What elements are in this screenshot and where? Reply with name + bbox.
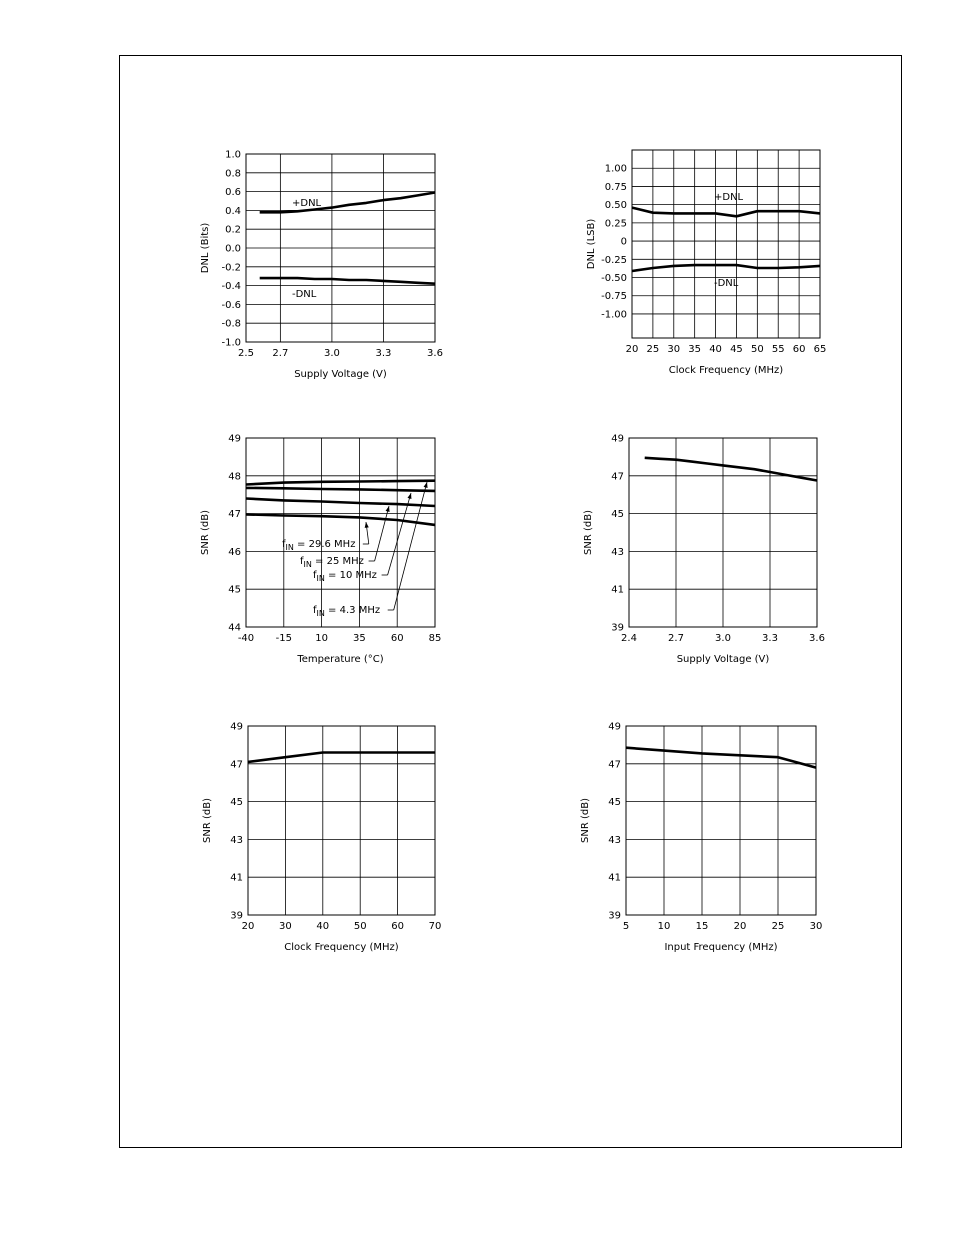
series-line [632,208,820,217]
y-tick-label: 0.25 [604,218,627,230]
x-tick-label: 40 [709,344,722,355]
x-tick-label: 65 [813,344,827,355]
plot-frame [248,726,435,915]
x-tick-label: 30 [667,344,681,355]
y-tick-label: -1.00 [601,309,627,321]
y-tick-label: 0.2 [225,224,241,236]
series-line [632,265,820,271]
snr-vs-supply-voltage-chart [575,430,835,675]
series-line [645,458,817,481]
dnl-vs-supply-voltage-chart [195,145,455,390]
x-tick-label: 40 [316,921,330,932]
y-tick-label: 45 [230,797,243,809]
series-annotation-label: $f_{IN} = 4.3$ MHz [313,605,381,618]
x-tick-label: 25 [646,344,660,355]
annotation-arrowhead [407,493,411,499]
y-tick-label: 0.50 [604,200,627,212]
x-tick-label: 10 [657,921,671,932]
x-tick-label: 25 [771,921,785,932]
y-tick-label: -0.2 [221,262,241,274]
y-tick-label: 0.8 [225,168,241,180]
x-tick-label: 30 [279,921,292,932]
y-tick-label: 0.75 [604,181,627,193]
series-line [246,481,435,485]
x-tick-label: 30 [809,921,823,932]
y-axis-label: SNR (dB) [200,510,211,555]
x-tick-label: 60 [792,344,806,355]
plot-frame [632,150,820,338]
x-tick-label: 2.4 [621,633,637,644]
x-tick-label: 45 [730,344,743,355]
series-line [248,753,435,762]
y-tick-label: 39 [608,910,621,922]
y-tick-label: 43 [608,834,621,846]
annotation-leader [375,506,389,561]
x-tick-label: 3.6 [427,348,443,359]
y-tick-label: 0.4 [225,205,241,217]
x-tick-label: 50 [353,921,367,932]
y-tick-label: 47 [611,471,624,483]
x-tick-label: 5 [622,921,630,932]
x-axis-label: Temperature (°C) [297,654,384,665]
series-label: +DNL [292,198,322,209]
annotation-leader [394,482,427,610]
y-tick-label: 45 [611,509,624,521]
x-axis-label: Clock Frequency (MHz) [284,942,399,953]
y-tick-label: 47 [608,759,621,771]
y-tick-label: -0.75 [601,291,627,303]
y-axis-label: SNR (dB) [202,798,213,843]
y-tick-label: -0.4 [221,281,241,293]
y-tick-label: 41 [611,584,624,596]
y-tick-label: 41 [230,872,243,884]
plot-frame [246,438,435,627]
y-axis-label: SNR (dB) [580,798,591,843]
y-tick-label: -1.0 [221,337,241,349]
x-tick-label: 35 [688,344,702,355]
series-line [246,499,435,507]
x-tick-label: 3.6 [809,633,825,644]
series-line [260,193,435,213]
series-label: +DNL [714,192,744,203]
x-tick-label: 3.0 [715,633,731,644]
y-tick-label: -0.8 [221,318,241,330]
x-tick-label: 60 [390,633,404,644]
annotation-arrowhead [365,522,369,528]
x-tick-label: 85 [428,633,442,644]
y-tick-label: 0 [620,236,627,248]
y-tick-label: 49 [611,433,624,445]
y-tick-label: 39 [230,910,243,922]
x-tick-label: 20 [733,921,747,932]
y-tick-label: 46 [228,546,241,558]
series-label: -DNL [292,289,317,300]
y-tick-label: 48 [228,471,241,483]
x-tick-label: 2.5 [238,348,254,359]
x-tick-label: 20 [241,921,255,932]
y-tick-label: -0.50 [601,273,627,285]
x-axis-label: Clock Frequency (MHz) [668,365,784,376]
x-tick-label: 3.0 [323,348,340,359]
y-tick-label: 49 [608,721,621,733]
y-tick-label: 47 [230,759,243,771]
y-tick-label: 45 [608,797,621,809]
y-tick-label: 41 [608,872,621,884]
y-tick-label: 1.0 [225,149,241,161]
annotation-arrowhead [424,482,428,488]
y-tick-label: 45 [228,584,241,596]
y-tick-label: 1.00 [604,163,627,175]
x-tick-label: 20 [625,344,639,355]
dnl-vs-clock-frequency-chart [575,145,835,390]
y-tick-label: 0.6 [225,187,241,199]
snr-vs-input-frequency-chart [575,718,835,963]
y-tick-label: 49 [230,721,243,733]
x-tick-label: -15 [275,633,292,644]
series-line [260,278,435,284]
x-tick-label: 55 [771,344,785,355]
y-axis-label: DNL (Bits) [200,222,211,274]
y-tick-label: 39 [611,622,624,634]
x-tick-label: 2.7 [668,633,684,644]
snr-vs-clock-frequency-chart [195,718,455,963]
series-annotation-label: $f_{IN} = 29.6$ MHz [282,539,356,552]
x-axis-label: Input Frequency (MHz) [664,942,778,953]
x-tick-label: 15 [695,921,709,932]
y-tick-label: -0.6 [221,299,241,311]
y-tick-label: 0.0 [225,243,241,255]
y-tick-label: 43 [611,546,624,558]
annotation-arrowhead [386,506,390,512]
series-line [626,748,816,768]
x-tick-label: 10 [315,633,328,644]
x-tick-label: 60 [391,921,404,932]
y-tick-label: 47 [228,509,241,521]
x-axis-label: Supply Voltage (V) [294,369,387,380]
series-annotation-label: $f_{IN} = 25$ MHz [300,556,364,569]
x-tick-label: -40 [237,633,255,644]
y-tick-label: 44 [228,622,241,634]
x-axis-label: Supply Voltage (V) [676,654,770,665]
x-tick-label: 50 [750,344,764,355]
snr-vs-temperature-chart [195,430,455,675]
series-line [246,488,435,491]
series-label: -DNL [714,278,739,289]
x-tick-label: 3.3 [762,633,778,644]
x-tick-label: 70 [428,921,442,932]
x-tick-label: 35 [353,633,366,644]
y-tick-label: 49 [228,433,241,445]
y-axis-label: SNR (dB) [583,510,594,555]
y-axis-label: DNL (LSB) [586,218,597,270]
series-annotation-label: $f_{IN} = 10$ MHz [313,570,377,583]
x-tick-label: 2.7 [272,348,289,359]
x-tick-label: 3.3 [375,348,392,359]
y-tick-label: -0.25 [601,254,627,266]
series-line [246,514,435,525]
y-tick-label: 43 [230,834,243,846]
